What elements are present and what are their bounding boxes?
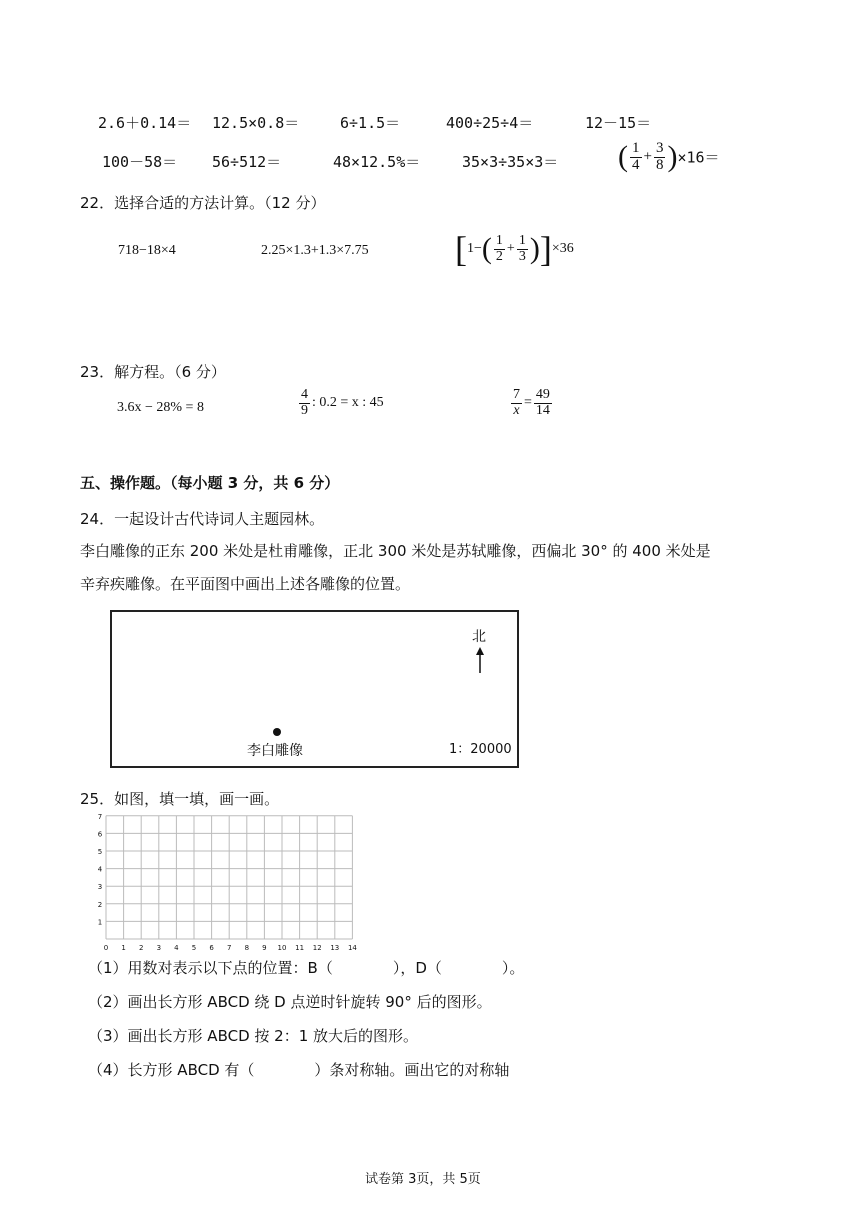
x-tick-label: 0: [103, 944, 109, 952]
term: : 0.2 = x : 45: [312, 395, 384, 411]
y-tick-label: 1: [97, 918, 103, 927]
fraction-numerator: 1: [632, 139, 640, 156]
y-tick-label: 5: [97, 848, 103, 856]
oral-calc-item: 12－15＝: [585, 114, 652, 132]
oral-calc-item: 12.5×0.8＝: [212, 114, 300, 132]
section-5-title: 五、操作题。（每小题 3 分，共 6 分）: [80, 474, 340, 492]
x-tick-label: 9: [262, 944, 267, 952]
x-tick-label: 8: [244, 944, 250, 952]
fraction-denominator: 2: [495, 248, 503, 264]
term: 1−: [467, 241, 482, 256]
libai-label: 李白雕像: [247, 743, 303, 759]
q23-equation-3: [509, 388, 554, 418]
coordinate-grid[interactable]: [92, 810, 367, 952]
term: ×36: [551, 241, 574, 256]
oral-calc-item: 35×3÷35×3＝: [462, 153, 559, 171]
q25-sub-4: （4）长方形 ABCD 有（ ）条对称轴。画出它的对称轴: [88, 1061, 510, 1079]
x-tick-label: 7: [226, 944, 232, 952]
operator: =: [524, 395, 532, 411]
x-tick-label: 11: [295, 944, 305, 952]
x-tick-label: 10: [277, 944, 287, 952]
oral-calc-item: 400÷25÷4＝: [446, 114, 534, 132]
y-tick-label: 3: [97, 883, 103, 892]
q25-title: 25．如图，填一填，画一画。: [80, 790, 280, 808]
x-tick-label: 3: [156, 944, 162, 952]
fraction-numerator: 7: [513, 387, 520, 402]
y-tick-label: 7: [97, 812, 103, 821]
fraction-numerator: 1: [518, 232, 526, 248]
fraction-denominator: 4: [632, 156, 640, 173]
oral-calc-item: 100－58＝: [102, 153, 178, 171]
q25-sub-1: （1）用数对表示以下点的位置：B（ ），D（ ）。: [88, 959, 525, 977]
libai-point[interactable]: [273, 728, 281, 736]
q24-text-line-2: 辛弃疾雕像。在平面图中画出上述各雕像的位置。: [80, 575, 411, 593]
fraction-denominator: 9: [301, 402, 308, 418]
oral-calc-item: 56÷512＝: [212, 153, 282, 171]
x-tick-label: 2: [138, 944, 144, 952]
x-tick-label: 4: [174, 944, 179, 952]
tail: ×16＝: [677, 148, 720, 167]
q25-sub-2: （2）画出长方形 ABCD 绕 D 点逆时针旋转 90° 后的图形。: [88, 993, 492, 1011]
page-footer: 试卷第 3页，共 5页: [365, 1172, 481, 1187]
fraction-numerator: 4: [301, 387, 308, 402]
q22-title: 22．选择合适的方法计算。（12 分）: [80, 194, 326, 212]
q25-sub-3: （3）画出长方形 ABCD 按 2：1 放大后的图形。: [88, 1027, 419, 1045]
oral-calc-item: 48×12.5%＝: [333, 153, 421, 171]
oral-calc-item: 6÷1.5＝: [340, 114, 401, 132]
fraction-numerator: 1: [495, 232, 503, 248]
operator: +: [506, 241, 515, 256]
fraction-numerator: 49: [535, 387, 550, 402]
fraction-denominator: 14: [535, 402, 550, 418]
plan-map[interactable]: [110, 610, 519, 768]
y-tick-label: 6: [97, 830, 103, 839]
q22-item-1: 718−18×4: [118, 243, 176, 258]
y-tick-label: 2: [97, 900, 103, 909]
x-tick-label: 6: [209, 944, 214, 952]
q24-text-line-1: 李白雕像的正东 200 米处是杜甫雕像，正北 300 米处是苏轼雕像，西偏北 30° 的 400 米处是: [80, 542, 711, 560]
fraction-numerator: 3: [655, 139, 664, 156]
q22-item-3: [1−( $\frac{1}{2}$ + $\frac{1}{3}$ )]×36: [455, 229, 574, 269]
x-tick-label: 12: [312, 944, 322, 952]
q22-item-2: 2.25×1.3+1.3×7.75: [261, 243, 369, 258]
x-tick-label: 14: [347, 944, 357, 952]
x-tick-label: 5: [191, 944, 197, 952]
oral-calc-fraction-item: ( $\frac{1}{4}$ + $\frac{3}{8}$ )×16＝: [618, 139, 720, 173]
fraction-denominator: x: [513, 402, 520, 418]
q23-title: 23．解方程。（6 分）: [80, 363, 226, 381]
oral-calc-item: 2.6＋0.14＝: [98, 114, 192, 132]
q24-title: 24．一起设计古代诗词人主题园林。: [80, 510, 325, 528]
fraction-denominator: 3: [518, 248, 526, 264]
x-tick-label: 1: [121, 944, 126, 952]
q23-equation-2: [297, 388, 384, 418]
fraction-denominator: 8: [655, 156, 664, 173]
x-tick-label: 13: [330, 944, 340, 952]
q23-equation-1: 3.6x − 28% = 8: [117, 400, 204, 415]
y-tick-label: 4: [97, 865, 103, 874]
north-arrow-icon: [472, 646, 488, 674]
operator: +: [643, 148, 652, 165]
scale-label: 1：20000: [449, 742, 512, 757]
north-label: 北: [472, 629, 486, 645]
